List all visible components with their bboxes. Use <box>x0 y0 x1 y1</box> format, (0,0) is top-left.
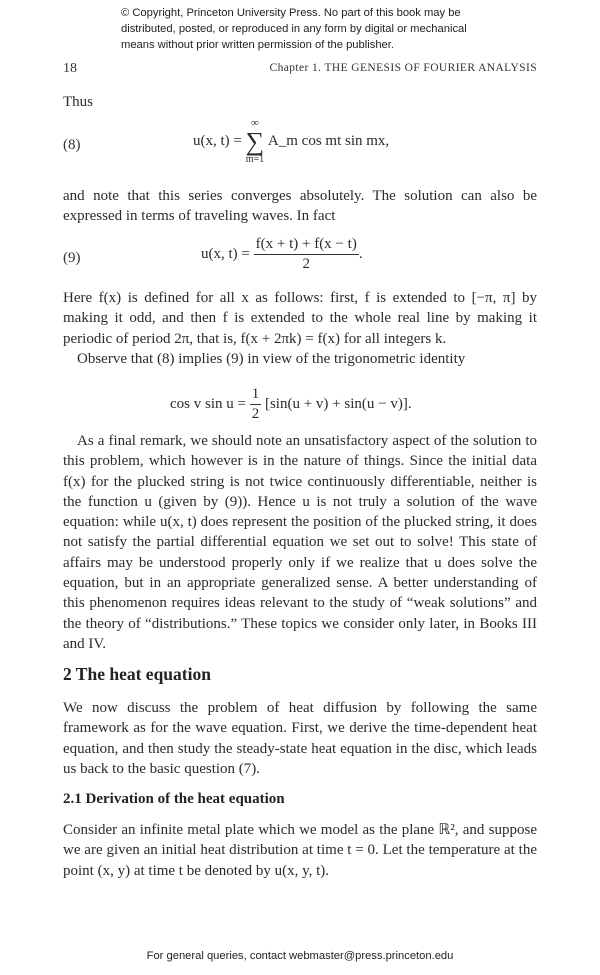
equation-9-number: (9) <box>63 250 81 266</box>
thus-text: Thus <box>63 94 93 110</box>
equation-8-rhs: A_m cos mt sin mx, <box>267 133 390 149</box>
copyright-line-2: distributed, posted, or reproduced in any form by digital or mechanical <box>121 23 467 35</box>
copyright-notice <box>121 5 501 53</box>
paragraph-heat-intro-text: We now discuss the problem of heat diffusion by following the same framework as for the wave equation. First, we derive the time-dependent heat equation, and then study the steady-state heat equation in the disc, which leads us back to the basic question (7). <box>63 700 537 777</box>
paragraph-metal-plate-text: Consider an infinite metal plate which we model as the plane ℝ², and suppose we are given an initial heat distribution at time t = 0. Let the temperature at the point (x, y) at time t be denoted by u(x, y, t). <box>63 822 537 879</box>
equation-9-denominator: 2 <box>302 256 310 272</box>
paragraph-heat-intro <box>63 698 537 779</box>
identity-rhs: [sin(u + v) + sin(u − v)]. <box>264 396 412 412</box>
identity-fraction <box>250 386 262 423</box>
page-number: 18 <box>63 61 77 76</box>
trig-identity <box>170 386 412 423</box>
summation <box>246 118 265 165</box>
sum-lower-limit: m=1 <box>245 154 265 165</box>
equation-8 <box>193 118 389 165</box>
footer-contact: For general queries, contact webmaster@press.princeton.edu <box>146 950 454 962</box>
equation-9-numerator: f(x + t) + f(x − t) <box>254 236 359 255</box>
identity-lhs: cos v sin u = <box>170 396 246 412</box>
section-heading-heat-equation: 2 The heat equation <box>63 664 211 684</box>
equation-9 <box>201 236 363 273</box>
subsection-heading-derivation: 2.1 Derivation of the heat equation <box>63 791 285 807</box>
equation-9-fraction <box>254 236 359 273</box>
paragraph-observe-text: Observe that (8) implies (9) in view of the trigonometric identity <box>77 350 466 367</box>
copyright-line-3: means without prior written permission of the publisher. <box>121 39 394 51</box>
equation-8-number: (8) <box>63 137 81 153</box>
equation-9-period: . <box>358 246 363 262</box>
identity-denominator: 2 <box>251 406 260 422</box>
sigma-symbol: ∑ <box>245 127 265 156</box>
chapter-title: Chapter 1. THE GENESIS OF FOURIER ANALYSIS <box>269 62 537 74</box>
paragraph-definition <box>63 288 537 369</box>
identity-numerator: 1 <box>250 386 262 405</box>
equation-9-lhs: u(x, t) = <box>201 246 250 262</box>
sum-upper-limit: ∞ <box>250 117 259 129</box>
equation-8-lhs: u(x, t) = <box>193 133 242 149</box>
paragraph-series <box>63 186 537 227</box>
paragraph-final-remark <box>63 431 537 654</box>
paragraph-final-remark-text: As a final remark, we should note an unsatisfactory aspect of the solution to this problem, which however is in the nature of things. Since the initial data f(x) for the plucked string is not twice continuously differentiable, neither is the function u (given by (9)). Hence u is not truly a solution of the wave equation: while u(x, t) does represent the position of the plucked string, it does not satisfy the partial differential equation we set out to solve! This state of affairs may be understood properly only if we realize that u does solve the equation, but in an appropriate generalized sense. A better understanding of this phenomenon requires ideas relevant to the study of “weak solutions” and the theory of “distributions.” These topics we consider only later, in Books III and IV. <box>63 433 537 652</box>
copyright-line-1: © Copyright, Princeton University Press. No part of this book may be <box>121 7 461 19</box>
paragraph-series-text: and note that this series converges absolutely. The solution can also be expressed in terms of traveling waves. In fact <box>63 188 537 225</box>
paragraph-metal-plate <box>63 820 537 881</box>
paragraph-definition-text: Here f(x) is defined for all x as follows: first, f is extended to [−π, π] by making it odd, and then f is extended to the whole real line by making it periodic of period 2π, that is, f(x + 2πk) = f(x) for all integers k. <box>63 290 537 347</box>
